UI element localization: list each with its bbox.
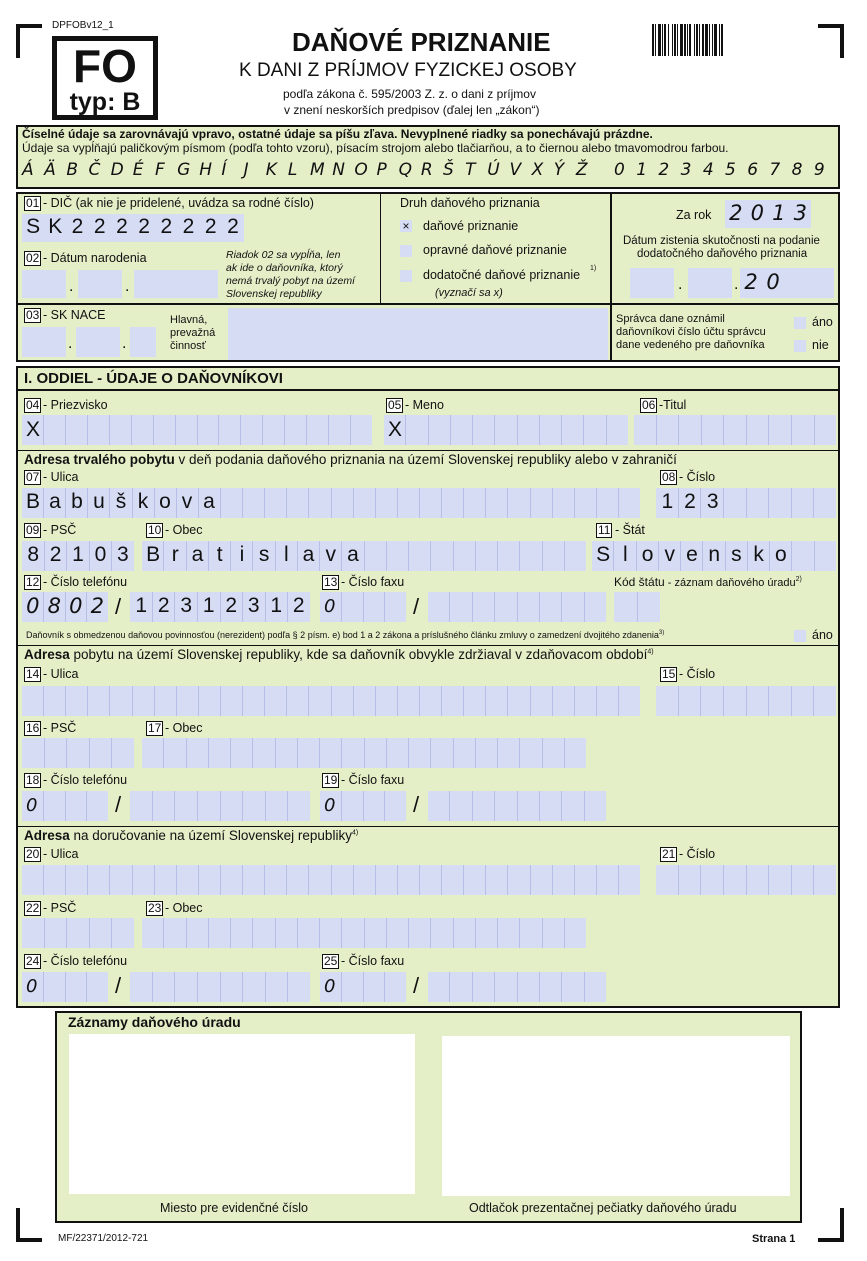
sample-alphabet-char: M <box>310 160 325 180</box>
law-line-1: podľa zákona č. 595/2003 Z. z. o dani z príjmov <box>283 87 536 101</box>
label-nace: - SK NACE <box>43 308 106 322</box>
label-stay-phone: - Číslo telefónu <box>43 773 128 787</box>
country-value <box>592 543 792 571</box>
label-delivery-phone: - Číslo telefónu <box>43 954 128 968</box>
label-year: Za rok <box>676 208 712 222</box>
field-number-21: 21 <box>662 847 676 861</box>
street-char: v <box>181 490 193 513</box>
phone-prefix-char: 2 <box>90 594 104 618</box>
sample-alphabet-char: G <box>177 160 191 180</box>
field-number-15: 15 <box>662 667 676 681</box>
option-supplementary-sup: 1) <box>590 265 597 272</box>
phone-prefix-value <box>22 594 108 622</box>
sample-alphabet-char: K <box>265 160 277 180</box>
field-number-25: 25 <box>324 954 338 968</box>
field-number-16: 16 <box>26 721 40 735</box>
city-value <box>142 543 364 571</box>
page-number: Strana 1 <box>752 1233 796 1245</box>
birth-date-note: Riadok 02 sa vypĺňa, len ak ide o daňovníka, ktorý nemá trvalý pobyt na území Slovenskej republiky <box>226 249 355 300</box>
option-corrective: opravné daňové priznanie <box>423 243 567 257</box>
barcode <box>652 24 786 56</box>
surname-input[interactable] <box>22 415 372 445</box>
corner-mark-tl <box>16 24 42 58</box>
country-char: v <box>664 543 676 566</box>
street-char: o <box>159 490 171 513</box>
sample-alphabet-char: O <box>354 160 368 180</box>
permanent-address-title: Adresa trvalého pobytu v deň podania daňového priznania na území Slovenskej republiky alebo v zahraničí <box>24 452 677 467</box>
street-char: a <box>49 490 61 513</box>
year-char: 2 <box>729 201 743 225</box>
sample-digit-char: 3 <box>680 160 692 180</box>
country-char: o <box>775 543 787 566</box>
psc-char: 8 <box>27 543 40 566</box>
street-char: b <box>71 490 83 513</box>
label-dic: - DIČ (ak nie je pridelené, uvádza sa rodné číslo) <box>43 196 314 210</box>
birth-year-input[interactable] <box>134 270 218 298</box>
field-number-10: 10 <box>148 523 162 537</box>
field-number-20: 20 <box>26 847 40 861</box>
street-char: k <box>137 490 149 513</box>
form-subtitle: K DANI Z PRÍJMOV FYZICKEJ OSOBY <box>239 60 577 81</box>
country-char: e <box>686 543 698 566</box>
field-number-08: 08 <box>662 470 676 484</box>
psc-char: 0 <box>94 543 107 566</box>
year-char: 1 <box>772 201 786 225</box>
psc-char: 3 <box>116 543 129 566</box>
label-stay-psc: - PSČ <box>43 721 77 735</box>
sample-digit-char: 2 <box>658 160 670 180</box>
street-value <box>22 490 220 518</box>
delivery-fax-input[interactable] <box>428 972 606 1002</box>
label-delivery-fax: - Číslo faxu <box>341 954 405 968</box>
label-stay-fax: - Číslo faxu <box>341 773 405 787</box>
sample-alphabet-char: Č <box>88 160 101 180</box>
delivery-street-input[interactable] <box>22 865 640 895</box>
form-title: DAŇOVÉ PRIZNANIE <box>292 27 551 57</box>
instructions-line-1: Číselné údaje sa zarovnávajú vpravo, ostatné údaje sa píšu zľava. Nevyplnené riadky sa ponechávajú prázdne. <box>22 127 653 141</box>
phone-char: 3 <box>247 594 260 617</box>
sample-alphabet-char: H <box>199 160 213 180</box>
nonresident-text: Daňovník s obmedzenou daňovou povinnosťou (nerezident) podľa § 2 písm. e) bod 1 a 2 zákona a príslušného článku zmluvy o zamedzení dvojitého zdanenia$^{3)}$ <box>26 630 665 640</box>
stay-street-input[interactable] <box>22 686 640 716</box>
sample-digit-char: 7 <box>769 160 781 180</box>
sample-alphabet-char: T <box>465 160 476 180</box>
dic-char: 2 <box>160 215 173 238</box>
checkbox-supplementary[interactable] <box>400 270 412 282</box>
field-number-01: 01 <box>26 196 40 210</box>
sample-alphabet-char: N <box>332 160 345 180</box>
fax-input[interactable] <box>428 592 606 622</box>
label-number: - Číslo <box>679 470 716 484</box>
label-birth-date: - Dátum narodenia <box>43 251 147 265</box>
year-value <box>725 201 811 229</box>
city-char: i <box>239 543 245 566</box>
phone-char: 1 <box>270 594 283 617</box>
label-name: - Meno <box>405 398 444 412</box>
phone-prefix-char: 0 <box>26 594 40 618</box>
field-number-02: 02 <box>26 251 40 265</box>
country-char: k <box>753 543 764 566</box>
detect-month-input[interactable] <box>688 268 732 298</box>
section-1-title: I. ODDIEL - ÚDAJE O DAŇOVNÍKOVI <box>24 370 283 387</box>
sample-alphabet-char: B <box>66 160 78 180</box>
phone-value <box>130 594 310 622</box>
return-type-note: (vyznačí sa x) <box>435 287 503 299</box>
law-line-2: v znení neskorších predpisov (ďalej len „zákon“) <box>284 103 540 117</box>
field-number-23: 23 <box>148 901 162 915</box>
delivery-phone-slash: / <box>115 973 122 998</box>
phone-char: 1 <box>135 594 148 617</box>
dic-value <box>22 215 244 243</box>
detect-year-char: 2 <box>744 270 758 294</box>
label-title: -Titul <box>659 398 687 412</box>
stay-fax-prefix-value: 0 <box>324 795 336 816</box>
sample-alphabet <box>22 160 598 184</box>
sample-alphabet-char: P <box>376 160 387 180</box>
logo-sub: typ: B <box>69 88 141 116</box>
sample-alphabet-char: V <box>509 160 522 180</box>
field-number-12: 12 <box>26 575 40 589</box>
number-char: 1 <box>661 490 674 513</box>
sample-alphabet-char: Ä <box>44 160 56 180</box>
label-country: - Štát <box>615 523 645 537</box>
account-yes-label: áno <box>812 315 833 329</box>
city-char: l <box>283 543 289 566</box>
sample-digit-char: 9 <box>813 160 825 180</box>
country-char: n <box>708 543 721 566</box>
label-delivery-psc: - PSČ <box>43 901 77 915</box>
stay-number-input[interactable] <box>656 686 836 716</box>
sample-alphabet-char: F <box>154 160 165 180</box>
delivery-address-title: Adresa na doručovanie na území Slovenskej republiky$^{4)}$ <box>24 828 359 843</box>
delivery-fax-prefix-value: 0 <box>324 976 336 997</box>
delivery-city-input[interactable] <box>142 918 586 948</box>
nace-input-3[interactable] <box>130 327 156 357</box>
label-city: - Obec <box>165 523 203 537</box>
dic-char: 2 <box>93 215 106 238</box>
city-char: B <box>146 543 161 566</box>
city-char: r <box>171 543 179 566</box>
nonresident-checkbox[interactable] <box>794 630 806 642</box>
field-number-18: 18 <box>26 773 40 787</box>
dic-char: 2 <box>227 215 239 238</box>
sample-alphabet-char: É <box>132 160 144 180</box>
label-fax: - Číslo faxu <box>341 575 405 589</box>
phone-char: 2 <box>157 594 170 617</box>
delivery-number-input[interactable] <box>656 865 836 895</box>
registration-number-caption: Miesto pre evidenčné číslo <box>160 1201 308 1215</box>
form-logo <box>52 36 158 120</box>
registration-number-area <box>69 1034 415 1194</box>
field-number-19: 19 <box>324 773 338 787</box>
street-char: š <box>115 490 127 513</box>
barcode-bar <box>721 24 723 56</box>
stay-phone-slash: / <box>115 792 122 817</box>
dic-char: 2 <box>116 215 128 238</box>
stay-fax-slash: / <box>413 792 420 817</box>
name-value: X <box>388 418 403 441</box>
sample-digit-char: 4 <box>702 160 714 180</box>
city-char: t <box>216 543 223 566</box>
sample-alphabet-char: L <box>287 160 298 180</box>
checkbox-regular[interactable]: × <box>400 220 412 232</box>
sample-alphabet-char: Ý <box>553 160 565 180</box>
label-delivery-city: - Obec <box>165 901 203 915</box>
field-number-24: 24 <box>26 954 40 968</box>
detect-label-1: Dátum zistenia skutočnosti na podanie <box>623 235 820 247</box>
sample-alphabet-char: X <box>531 160 544 180</box>
nace-main-label: Hlavná, prevažná činnosť <box>170 314 216 352</box>
phone-slash: / <box>115 594 122 619</box>
street-char: B <box>25 490 40 513</box>
account-no-checkbox[interactable] <box>794 340 806 352</box>
label-stay-street: - Ulica <box>43 667 79 681</box>
city-char: a <box>191 543 204 566</box>
country-char: s <box>731 543 742 566</box>
phone-prefix-char: 0 <box>69 594 83 618</box>
year-char: 3 <box>793 201 807 225</box>
psc-char: 1 <box>72 543 84 566</box>
label-psc: - PSČ <box>43 523 77 537</box>
delivery-phone-prefix-value: 0 <box>26 976 38 997</box>
field-number-06: 06 <box>642 398 656 412</box>
corner-mark-br <box>818 1208 844 1242</box>
birth-month-input[interactable] <box>78 270 122 298</box>
surname-value: X <box>26 418 41 441</box>
birth-day-input[interactable] <box>22 270 66 298</box>
field-number-11: 11 <box>598 523 611 537</box>
account-no-label: nie <box>812 338 829 352</box>
sample-digit-char: 6 <box>747 160 759 180</box>
delivery-psc-input[interactable] <box>22 918 134 948</box>
corner-mark-bl <box>16 1208 42 1242</box>
label-delivery-street: - Ulica <box>43 847 79 861</box>
country-char: l <box>622 543 628 566</box>
dic-char: 2 <box>204 215 217 238</box>
account-yes-checkbox[interactable] <box>794 317 806 329</box>
label-surname: - Priezvisko <box>43 398 108 412</box>
dic-char: 2 <box>71 215 84 238</box>
sample-alphabet-char: Š <box>442 160 454 180</box>
delivery-phone-input[interactable] <box>130 972 310 1002</box>
sample-digit-char: 5 <box>725 160 736 180</box>
state-code-label: Kód štátu - záznam daňového úradu$^{2)}$ <box>614 575 802 589</box>
sample-digit-char: 1 <box>636 160 648 180</box>
label-street: - Ulica <box>43 470 79 484</box>
field-number-09: 09 <box>26 523 40 537</box>
return-type-title: Druh daňového priznania <box>400 196 540 210</box>
sample-alphabet-char: R <box>420 160 433 180</box>
nace-activity-input[interactable] <box>228 308 608 360</box>
stay-city-input[interactable] <box>142 738 586 768</box>
city-char: a <box>302 543 315 566</box>
nonresident-yes-label: áno <box>812 628 833 642</box>
number-char: 2 <box>684 490 696 513</box>
sample-alphabet-char: Í <box>221 160 227 180</box>
form-code: DPFOBv12_1 <box>52 20 114 31</box>
dic-char: 2 <box>138 215 150 238</box>
city-char: v <box>325 543 336 566</box>
country-char: o <box>641 543 654 566</box>
stay-psc-input[interactable] <box>22 738 134 768</box>
stay-address-title: Adresa pobytu na území Slovenskej republiky, kde sa daňovník obvykle zdržiaval v zdaňovacom období$^{4)}$ <box>24 647 654 662</box>
sample-alphabet-char: Ú <box>487 160 500 180</box>
fax-prefix-value: 0 <box>324 596 336 617</box>
name-input[interactable] <box>384 415 628 445</box>
phone-prefix-char: 8 <box>47 594 61 618</box>
psc-char: 2 <box>49 543 62 566</box>
phone-char: 3 <box>180 594 193 617</box>
office-stamp-caption: Odtlačok prezentačnej pečiatky daňového úradu <box>469 1201 737 1215</box>
field-number-05: 05 <box>388 398 402 412</box>
sample-alphabet-char: Ž <box>575 160 588 180</box>
stay-fax-input[interactable] <box>428 791 606 821</box>
phone-char: 1 <box>202 594 215 617</box>
street-char: a <box>203 490 215 513</box>
office-records-title: Záznamy daňového úradu <box>68 1014 241 1030</box>
footer-code: MF/22371/2012-721 <box>58 1233 149 1244</box>
sample-alphabet-char: J <box>243 160 249 180</box>
sample-digit-char: 0 <box>614 160 625 180</box>
label-stay-city: - Obec <box>165 721 203 735</box>
city-char: a <box>347 543 359 566</box>
state-code-input[interactable] <box>614 592 660 622</box>
nace-input-2[interactable] <box>76 327 120 357</box>
label-delivery-number: - Číslo <box>679 847 716 861</box>
dic-char: S <box>26 215 41 238</box>
instructions-line-2: Údaje sa vypĺňajú paličkovým písmom (podľa tohto vzoru), písacím strojom alebo tlačiarňou, a to čiernou alebo tmavomodrou farbou. <box>22 141 729 155</box>
sample-digits <box>614 160 836 184</box>
phone-char: 2 <box>225 594 238 617</box>
field-number-13: 13 <box>324 575 338 589</box>
stay-phone-prefix-value: 0 <box>26 795 38 816</box>
dic-char: 2 <box>182 215 195 238</box>
sample-alphabet-char: D <box>110 160 124 180</box>
city-char: s <box>258 543 270 566</box>
field-number-14: 14 <box>26 667 40 681</box>
sample-digit-char: 8 <box>791 160 803 180</box>
phone-char: 2 <box>292 594 305 617</box>
account-text: Správca dane oznámil daňovníkovi číslo účtu správcu dane vedeného pre daňovníka <box>616 313 766 351</box>
number-char: 3 <box>706 490 719 513</box>
stay-phone-input[interactable] <box>130 791 310 821</box>
label-phone: - Číslo telefónu <box>43 575 128 589</box>
field-number-22: 22 <box>26 901 40 915</box>
year-char: 0 <box>750 201 764 225</box>
fax-slash: / <box>413 594 420 619</box>
sample-alphabet-char: Q <box>398 160 413 180</box>
field-number-04: 04 <box>26 398 40 412</box>
label-stay-number: - Číslo <box>679 667 716 681</box>
detect-label-2: dodatočného daňového priznania <box>637 248 808 260</box>
nace-input-1[interactable] <box>22 327 66 357</box>
sample-alphabet-char: Á <box>22 160 34 180</box>
number-value <box>656 490 724 518</box>
checkbox-corrective[interactable] <box>400 245 412 257</box>
option-regular: daňové priznanie <box>423 219 519 233</box>
detect-year-char: 0 <box>766 270 780 294</box>
field-number-17: 17 <box>148 721 162 735</box>
detect-day-input[interactable] <box>630 268 674 298</box>
country-char: S <box>596 543 611 566</box>
field-number-07: 07 <box>26 470 40 484</box>
option-supplementary: dodatočné daňové priznanie <box>423 268 581 282</box>
corner-mark-tr <box>818 24 844 58</box>
dic-char: K <box>48 215 63 238</box>
field-number-03: 03 <box>26 308 40 322</box>
logo-main: FO <box>73 40 137 92</box>
delivery-fax-slash: / <box>413 973 420 998</box>
title-input[interactable] <box>634 415 836 445</box>
office-stamp-area <box>442 1036 790 1196</box>
psc-value <box>22 543 134 571</box>
street-char: u <box>93 490 105 513</box>
detect-year-value <box>740 270 784 298</box>
